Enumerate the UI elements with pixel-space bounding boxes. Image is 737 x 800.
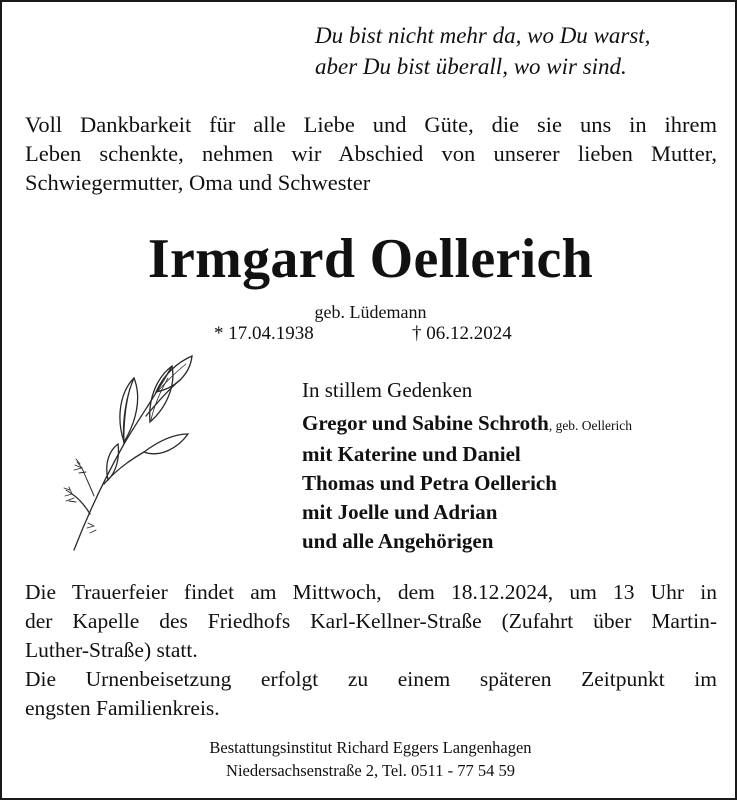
mourner-row-4: mit Joelle und Adrian (302, 500, 498, 524)
mourner-row-1 (302, 409, 722, 440)
funeral-home-address: Niedersachsenstraße 2, Tel. 0511 - 77 54 59 (226, 761, 515, 780)
funeral-home-info (2, 736, 737, 782)
deceased-name: Irmgard Oellerich (147, 228, 594, 290)
leaf-branch-icon (60, 344, 210, 554)
mourner-maiden-note: , geb. Oellerich (548, 418, 633, 433)
ceremony-line-3: Luther-Straße) statt. (25, 638, 198, 662)
death-date: † 06.12.2024 (412, 323, 512, 344)
intro-line-1: Voll Dankbarkeit für alle Liebe und Güte, die sie uns in ihrem (25, 112, 717, 137)
mourners-lead: In stillem Gedenken (302, 378, 473, 402)
ceremony-line-5: engsten Familienkreis. (25, 696, 220, 720)
ceremony-line-1: Die Trauerfeier findet am Mittwoch, dem 18.12.2024, um 13 Uhr in (25, 580, 717, 604)
mourner-row-2: mit Katerine und Daniel (302, 442, 521, 466)
ceremony-line-2: der Kapelle des Friedhofs Karl-Kellner-Straße (Zufahrt über Martin- (25, 609, 717, 633)
motto-quote (315, 20, 695, 82)
mourner-row-3: Thomas und Petra Oellerich (302, 471, 557, 495)
intro-text (25, 110, 717, 197)
maiden-name: geb. Lüdemann (314, 302, 427, 322)
funeral-home-name: Bestattungsinstitut Richard Eggers Langenhagen (209, 738, 532, 757)
motto-line-1: Du bist nicht mehr da, wo Du warst, (315, 23, 651, 48)
mourner-names-1: Gregor und Sabine Schroth (302, 411, 549, 435)
mourner-row-5: und alle Angehörigen (302, 529, 494, 553)
intro-line-2: Leben schenkte, nehmen wir Abschied von unserer lieben Mutter, (25, 141, 717, 166)
intro-line-3: Schwiegermutter, Oma und Schwester (25, 170, 371, 195)
mourners-block (302, 375, 722, 556)
motto-line-2: aber Du bist überall, wo wir sind. (315, 54, 627, 79)
birth-date: * 17.04.1938 (214, 323, 314, 344)
ceremony-text (25, 578, 717, 723)
ceremony-line-4: Die Urnenbeisetzung erfolgt zu einem späteren Zeitpunkt im (25, 667, 717, 691)
